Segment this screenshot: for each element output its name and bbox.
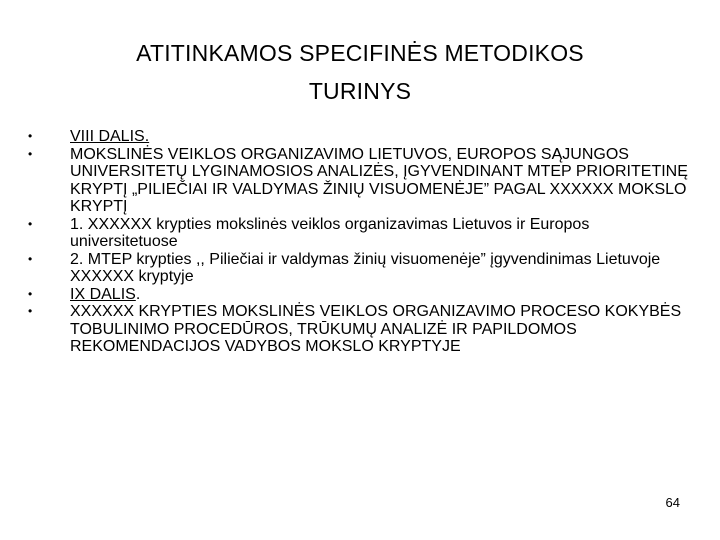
bullet-icon: • xyxy=(28,304,33,318)
bullet-text: IX DALIS xyxy=(70,285,136,303)
bullet-text: 1. XXXXXX krypties mokslinės veiklos organizavimas Lietuvos ir Europos universitetuose xyxy=(70,215,590,250)
slide-title-line-2: TURINYS xyxy=(308,78,412,104)
bullet-text: XXXXXX KRYPTIES MOKSLINĖS VEIKLOS ORGANIZAVIMO PROCESO KOKYBĖS TOBULINIMO PROCEDŪROS, TRŪKUMŲ ANALIZĖ IR PAPILDOMOS REKOMENDACIJOS VADYBOS MOKSLO KRYPTYJE xyxy=(70,303,682,355)
page-number: 64 xyxy=(665,495,680,510)
bullet-icon: • xyxy=(28,251,33,266)
bullet-icon: • xyxy=(28,216,33,231)
bullet-icon: • xyxy=(28,286,33,301)
bullet-item-viii-dalis xyxy=(28,128,688,146)
bullet-item-section-1 xyxy=(28,216,688,251)
bullet-icon: • xyxy=(28,129,33,143)
bullet-item-section-2 xyxy=(28,251,688,286)
bullet-item-analysis xyxy=(28,146,688,216)
bullet-item-quality-improvement xyxy=(28,303,688,356)
bullet-icon: • xyxy=(28,146,33,161)
bullet-text: 2. MTEP krypties ,, Piliečiai ir valdymas žinių visuomenėje” įgyvendinimas Lietuvoje XXXXXX kryptyje xyxy=(70,250,661,285)
bullet-text-suffix: . xyxy=(135,285,141,303)
bullet-text: VIII DALIS. xyxy=(70,128,150,145)
bullet-item-ix-dalis xyxy=(28,286,688,304)
bullet-text: MOKSLINĖS VEIKLOS ORGANIZAVIMO LIETUVOS, EUROPOS SĄJUNGOS UNIVERSITETŲ LYGINAMOSIOS ANALIZĖS, ĮGYVENDINANT MTEP PRIORITETINĘ KRYPTĮ „PILIEČIAI IR VALDYMAS ŽINIŲ VISUOMENĖJE” PAGAL XXXXXX MOKSLO KRYPTĮ xyxy=(70,145,688,215)
bullet-list xyxy=(28,128,688,356)
slide-title-line-1: ATITINKAMOS SPECIFINĖS METODIKOS xyxy=(136,40,584,66)
slide-title xyxy=(60,34,660,110)
